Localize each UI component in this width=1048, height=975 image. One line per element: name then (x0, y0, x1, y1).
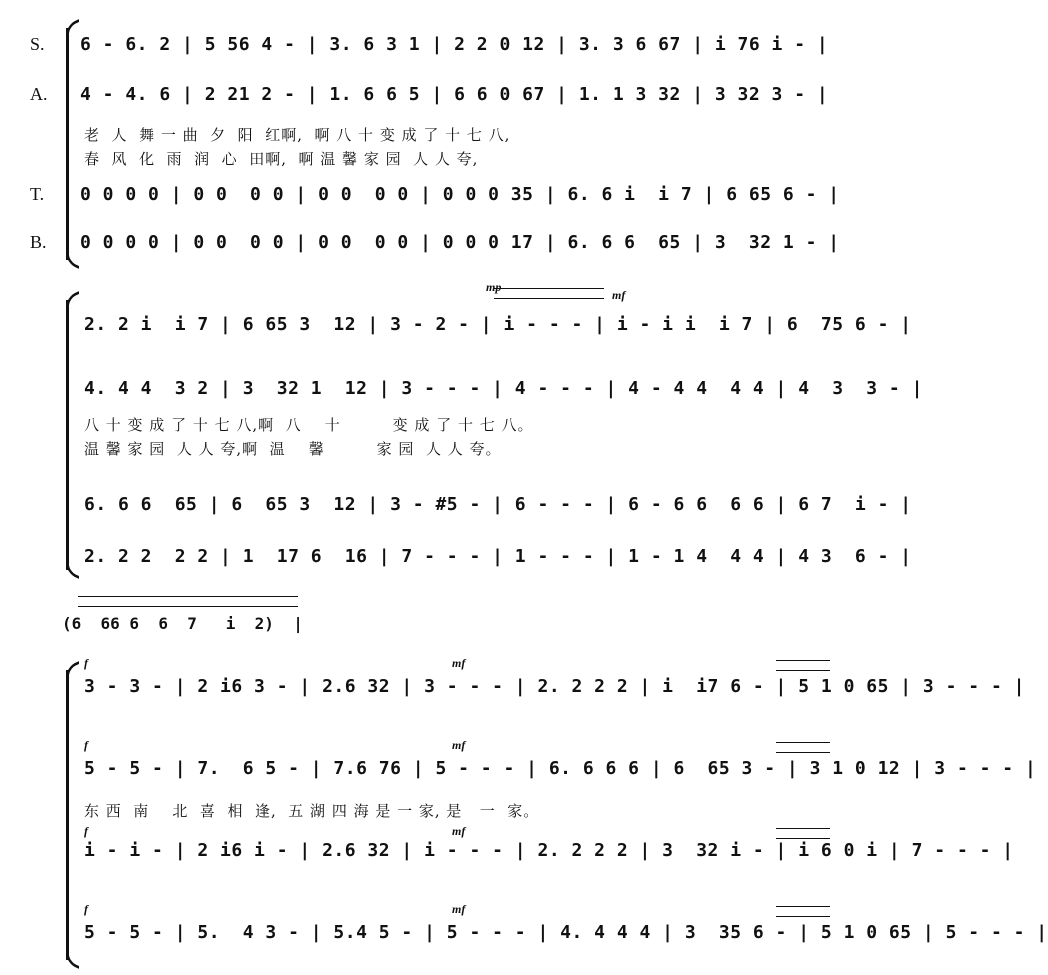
soprano-line: 2. 2 i i 7 | 6 65 3 12 | 3 - 2 - | i - - - | i - i i i 7 | 6 75 6 - | (84, 314, 912, 335)
tenor-line: 0 0 0 0 | 0 0 0 0 | 0 0 0 0 | 0 0 0 35 | 6. 6 i i 7 | 6 65 6 - | (80, 184, 840, 205)
dynamic-f: f (84, 656, 88, 670)
dynamic-mf: mf (452, 656, 466, 670)
system-bracket (66, 28, 69, 260)
dynamic-f: f (84, 824, 88, 838)
dynamic-f: f (84, 738, 88, 752)
soprano-line: 3 - 3 - | 2 i6 3 - | 2.6 32 | 3 - - - | 2. 2 2 2 | i i7 6 - | 5 1 0 65 | 3 - - - | (84, 676, 1025, 697)
bass-line: 2. 2 2 2 2 | 1 17 6 16 | 7 - - - | 1 - - - | 1 - 1 4 4 4 | 4 3 6 - | (84, 546, 912, 567)
lyric-verse-1: 老 人 舞 一 曲 夕 阳 红啊, 啊 八 十 变 成 了 十 七 八, (84, 126, 511, 144)
system-3 (0, 640, 1048, 970)
lyric-verse-2: 温 馨 家 园 人 人 夸,啊 温 馨 家 园 人 人 夸。 (84, 440, 502, 458)
bass-line: 0 0 0 0 | 0 0 0 0 | 0 0 0 0 | 0 0 0 17 | 6. 6 6 65 | 3 32 1 - | (80, 232, 840, 253)
crescendo-hairpin (776, 906, 830, 917)
voice-label-tenor: T. (30, 184, 45, 204)
system-1 (0, 0, 882, 270)
lyric-verse-1: 八 十 变 成 了 十 七 八,啊 八 十 变 成 了 十 七 八。 (84, 416, 534, 434)
dynamic-mf: mf (612, 288, 626, 302)
system-bracket (66, 300, 69, 570)
alto-line: 4. 4 4 3 2 | 3 32 1 12 | 3 - - - | 4 - - - | 4 - 4 4 4 4 | 4 3 3 - | (84, 378, 923, 399)
dynamic-mp: mp (486, 280, 502, 294)
system-bracket (66, 670, 69, 960)
alto-line: 4 - 4. 6 | 2 21 2 - | 1. 6 6 5 | 6 6 0 67 | 1. 1 3 32 | 3 32 3 - | (80, 84, 829, 105)
crescendo-hairpin (776, 828, 830, 839)
tenor-line: 6. 6 6 65 | 6 65 3 12 | 3 - #5 - | 6 - - - | 6 - 6 6 6 6 | 6 7 i - | (84, 494, 912, 515)
dynamic-mf: mf (452, 902, 466, 916)
system-2 (0, 270, 923, 580)
lyric-verse: 东 西 南 北 喜 相 逢, 五 湖 四 海 是 一 家, 是 一 家。 (84, 802, 540, 820)
crescendo-hairpin (776, 660, 830, 671)
alto-line: 5 - 5 - | 7. 6 5 - | 7.6 76 | 5 - - - | 6. 6 6 6 | 6 65 3 - | 3 1 0 12 | 3 - - - | (84, 758, 1037, 779)
instrumental-crescendo-hairpin (78, 596, 298, 607)
dynamic-mf: mf (452, 824, 466, 838)
voice-label-bass: B. (30, 232, 47, 252)
soprano-line: 6 - 6. 2 | 5 56 4 - | 3. 6 3 1 | 2 2 0 12 | 3. 3 6 67 | i 76 i - | (80, 34, 829, 55)
instrumental-interlude: (6 66 6 6 7 i 2) | (62, 614, 303, 633)
lyric-verse-2: 春 风 化 雨 润 心 田啊, 啊 温 馨 家 园 人 人 夸, (84, 150, 479, 168)
crescendo-hairpin (494, 288, 604, 299)
tenor-line: i - i - | 2 i6 i - | 2.6 32 | i - - - | 2. 2 2 2 | 3 32 i - | i 6 0 i | 7 - - - | (84, 840, 1014, 861)
bass-line: 5 - 5 - | 5. 4 3 - | 5.4 5 - | 5 - - - | 4. 4 4 4 | 3 35 6 - | 5 1 0 65 | 5 - - - | (84, 922, 1048, 943)
voice-label-soprano: S. (30, 34, 45, 54)
voice-label-alto: A. (30, 84, 48, 104)
dynamic-f: f (84, 902, 88, 916)
crescendo-hairpin (776, 742, 830, 753)
dynamic-mf: mf (452, 738, 466, 752)
